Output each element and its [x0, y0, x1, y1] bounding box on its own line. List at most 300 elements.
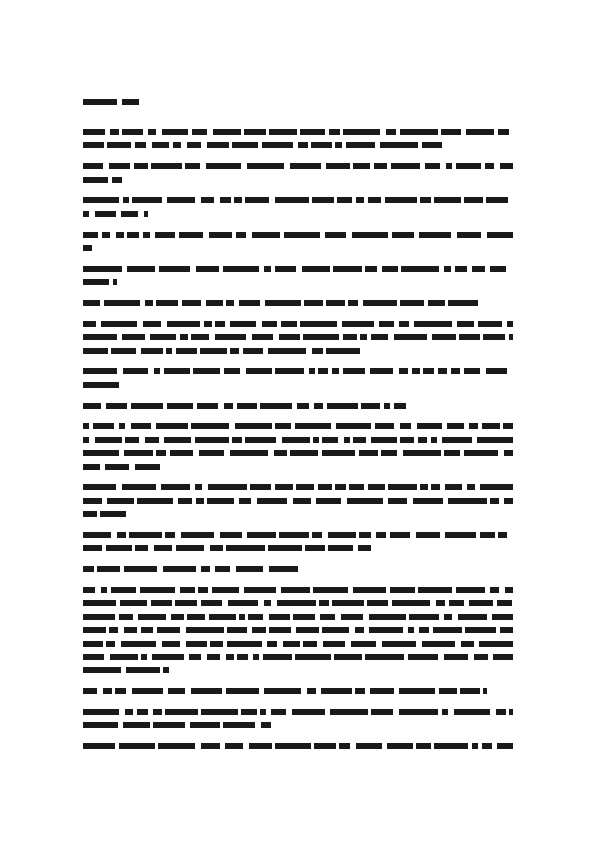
text-word: [195, 484, 202, 490]
text-word: [237, 403, 257, 409]
text-line: [83, 245, 92, 251]
text-word: [347, 498, 383, 504]
text-word: [326, 348, 360, 354]
text-word: [448, 498, 487, 504]
text-word: [191, 334, 209, 340]
text-word: [355, 688, 365, 694]
text-word: [504, 450, 513, 456]
text-word: [126, 667, 160, 673]
text-word: [196, 498, 204, 504]
text-word: [265, 300, 301, 306]
text-word: [176, 545, 204, 551]
text-word: [353, 587, 386, 593]
text-word: [455, 266, 467, 272]
text-word: [127, 232, 139, 238]
text-word: [228, 600, 258, 606]
text-word: [300, 321, 337, 327]
text-word: [163, 667, 169, 673]
text-word: [106, 403, 127, 409]
text-word: [165, 709, 198, 715]
text-word: [330, 709, 368, 715]
text-word: [207, 654, 220, 660]
text-word: [156, 423, 188, 429]
text-word: [444, 614, 452, 620]
text-word: [201, 566, 210, 572]
text-word: [498, 129, 509, 135]
text-word: [132, 197, 162, 203]
text-word: [323, 641, 345, 647]
text-word: [282, 437, 310, 443]
text-word: [247, 532, 276, 538]
text-word: [408, 654, 438, 660]
text-word: [353, 437, 366, 443]
text-word: [244, 129, 266, 135]
text-word: [343, 334, 357, 340]
text-word: [456, 587, 485, 593]
text-word: [275, 197, 309, 203]
text-word: [342, 321, 374, 327]
text-word: [83, 532, 111, 538]
text-word: [213, 129, 241, 135]
text-word: [498, 532, 507, 538]
text-word: [483, 688, 487, 694]
text-word: [401, 266, 439, 272]
text-word: [314, 743, 336, 749]
text-word: [394, 403, 406, 409]
text-word: [431, 484, 440, 490]
text-word: [359, 450, 378, 456]
text-word: [371, 709, 393, 715]
text-word: [152, 654, 184, 660]
text-word: [497, 743, 513, 749]
text-word: [451, 368, 460, 374]
text-word: [504, 498, 513, 504]
text-word: [316, 498, 341, 504]
text-word: [474, 654, 488, 660]
text-word: [156, 300, 178, 306]
text-word: [191, 688, 222, 694]
text-word: [206, 300, 223, 306]
text-word: [367, 600, 388, 606]
text-word: [274, 450, 287, 456]
text-line: [83, 450, 513, 456]
text-word: [360, 334, 367, 340]
text-word: [83, 667, 121, 673]
text-word: [416, 532, 440, 538]
text-word: [226, 654, 234, 660]
text-word: [313, 437, 319, 443]
text-word: [83, 545, 102, 551]
text-word: [180, 587, 195, 593]
text-word: [329, 129, 340, 135]
text-word: [268, 348, 306, 354]
text-word: [175, 600, 197, 606]
text-word: [261, 722, 271, 728]
text-word: [399, 368, 408, 374]
text-word: [212, 587, 239, 593]
text-word: [181, 532, 214, 538]
text-word: [196, 266, 219, 272]
text-line: [83, 232, 513, 238]
text-word: [116, 232, 124, 238]
text-word: [269, 614, 290, 620]
text-word: [478, 321, 502, 327]
text-word: [328, 532, 356, 538]
text-word: [132, 688, 163, 694]
text-word: [472, 743, 478, 749]
text-word: [135, 545, 148, 551]
heading-word: [83, 99, 117, 105]
text-word: [497, 600, 512, 606]
text-word: [83, 566, 94, 572]
text-word: [253, 654, 259, 660]
text-word: [164, 437, 191, 443]
text-word: [380, 142, 418, 148]
text-word: [358, 545, 371, 551]
text-word: [195, 437, 229, 443]
text-word: [83, 654, 104, 660]
text-word: [335, 142, 342, 148]
text-word: [83, 600, 116, 606]
text-word: [386, 129, 396, 135]
text-word: [485, 163, 494, 169]
text-word: [208, 484, 247, 490]
text-word: [124, 450, 153, 456]
text-word: [234, 197, 242, 203]
text-word: [83, 163, 103, 169]
text-word: [298, 142, 308, 148]
text-word: [313, 587, 348, 593]
text-word: [123, 197, 129, 203]
text-word: [124, 627, 137, 633]
text-word: [333, 266, 362, 272]
text-word: [469, 600, 493, 606]
text-word: [302, 266, 330, 272]
text-word: [170, 450, 193, 456]
text-word: [111, 587, 136, 593]
text-word: [109, 627, 118, 633]
text-word: [400, 423, 411, 429]
text-word: [239, 498, 251, 504]
text-word: [83, 437, 89, 443]
text-line: [83, 142, 449, 148]
text-word: [441, 129, 461, 135]
text-line: [83, 423, 513, 429]
text-word: [220, 532, 242, 538]
text-word: [164, 368, 190, 374]
text-line: [83, 641, 513, 647]
text-word: [83, 722, 118, 728]
text-word: [113, 279, 117, 285]
text-word: [279, 532, 309, 538]
text-word: [83, 627, 106, 633]
text-word: [449, 600, 464, 606]
text-word: [239, 300, 260, 306]
text-word: [417, 423, 442, 429]
text-word: [482, 423, 500, 429]
text-word: [307, 688, 316, 694]
text-line: [83, 743, 513, 749]
text-word: [413, 498, 443, 504]
text-word: [399, 321, 409, 327]
text-word: [157, 627, 180, 633]
text-line: [83, 614, 513, 620]
text-line: [83, 129, 513, 135]
text-word: [428, 300, 445, 306]
text-word: [403, 450, 441, 456]
text-line: [83, 600, 513, 606]
text-word: [283, 641, 300, 647]
text-word: [503, 423, 513, 429]
text-word: [472, 266, 485, 272]
text-word: [300, 129, 325, 135]
text-word: [486, 368, 507, 374]
text-word: [171, 614, 184, 620]
text-word: [445, 532, 476, 538]
text-word: [385, 197, 417, 203]
text-word: [390, 587, 415, 593]
text-word: [83, 142, 104, 148]
text-word: [322, 450, 355, 456]
text-word: [431, 437, 437, 443]
text-word: [335, 484, 346, 490]
text-word: [269, 566, 298, 572]
text-word: [500, 163, 513, 169]
text-word: [153, 722, 185, 728]
text-word: [83, 403, 101, 409]
text-word: [275, 484, 293, 490]
text-word: [356, 197, 364, 203]
text-word: [227, 641, 262, 647]
text-word: [247, 163, 284, 169]
text-word: [230, 348, 239, 354]
text-word: [83, 464, 100, 470]
text-word: [249, 743, 272, 749]
text-word: [112, 177, 122, 183]
text-word: [103, 688, 112, 694]
text-word: [209, 232, 232, 238]
text-word: [433, 627, 462, 633]
text-word: [83, 348, 108, 354]
text-word: [303, 334, 339, 340]
text-word: [83, 688, 97, 694]
text-word: [110, 654, 138, 660]
text-line: [83, 627, 513, 633]
text-word: [382, 266, 398, 272]
text-word: [290, 163, 321, 169]
text-word: [365, 654, 404, 660]
text-word: [83, 587, 95, 593]
text-word: [124, 566, 157, 572]
text-word: [215, 321, 225, 327]
text-word: [236, 232, 246, 238]
text-word: [400, 437, 414, 443]
text-word: [95, 437, 122, 443]
text-word: [381, 450, 397, 456]
text-word: [436, 600, 445, 606]
text-word: [322, 437, 338, 443]
text-word: [173, 142, 181, 148]
text-line: [83, 177, 126, 183]
text-word: [235, 423, 272, 429]
text-word: [444, 450, 460, 456]
text-line: [83, 688, 487, 694]
text-word: [418, 587, 452, 593]
text-word: [101, 321, 137, 327]
text-word: [104, 300, 140, 306]
text-word: [509, 709, 513, 715]
text-word: [122, 334, 145, 340]
text-word: [168, 688, 185, 694]
text-word: [260, 403, 292, 409]
text-word: [151, 163, 182, 169]
text-word: [141, 348, 163, 354]
text-word: [490, 587, 499, 593]
text-word: [490, 266, 506, 272]
text-line: [83, 654, 513, 660]
text-line: [83, 321, 513, 327]
text-word: [226, 688, 259, 694]
text-word: [507, 321, 513, 327]
text-word: [293, 614, 315, 620]
text-word: [197, 403, 218, 409]
text-word: [466, 129, 494, 135]
text-word: [434, 197, 461, 203]
text-word: [83, 211, 89, 217]
text-word: [162, 641, 180, 647]
text-word: [154, 545, 172, 551]
text-word: [296, 627, 319, 633]
text-word: [353, 163, 370, 169]
text-word: [391, 163, 420, 169]
text-word: [284, 232, 320, 238]
text-word: [263, 654, 292, 660]
text-word: [141, 627, 153, 633]
text-word: [448, 300, 478, 306]
text-word: [332, 600, 364, 606]
text-line: [83, 279, 117, 285]
text-word: [326, 300, 345, 306]
text-word: [457, 232, 481, 238]
text-word: [432, 334, 456, 340]
text-word: [97, 566, 120, 572]
text-word: [145, 437, 159, 443]
text-word: [223, 722, 255, 728]
text-word: [107, 142, 131, 148]
text-word: [199, 450, 224, 456]
text-word: [148, 129, 156, 135]
text-word: [122, 129, 143, 135]
text-word: [230, 321, 256, 327]
text-word: [461, 641, 474, 647]
text-word: [201, 600, 222, 606]
text-word: [167, 403, 193, 409]
text-word: [193, 368, 220, 374]
text-word: [244, 587, 276, 593]
text-word: [312, 348, 323, 354]
text-word: [420, 484, 428, 490]
text-word: [167, 197, 195, 203]
text-word: [123, 722, 150, 728]
text-word: [479, 641, 513, 647]
text-word: [399, 709, 438, 715]
text-word: [482, 743, 492, 749]
text-line: [83, 211, 148, 217]
text-word: [110, 129, 119, 135]
text-word: [464, 368, 480, 374]
text-word: [209, 614, 236, 620]
text-word: [226, 545, 265, 551]
text-word: [422, 142, 442, 148]
text-line: [83, 722, 277, 728]
text-word: [400, 129, 438, 135]
text-word: [399, 688, 435, 694]
text-word: [120, 600, 147, 606]
text-word: [344, 437, 350, 443]
text-word: [311, 142, 332, 148]
text-word: [83, 641, 103, 647]
text-word: [349, 484, 364, 490]
text-word: [374, 163, 387, 169]
text-word: [444, 654, 468, 660]
text-word: [341, 614, 363, 620]
text-word: [262, 321, 277, 327]
text-word: [392, 600, 430, 606]
text-word: [500, 627, 513, 633]
text-word: [163, 566, 196, 572]
text-word: [388, 498, 407, 504]
text-word: [505, 587, 513, 593]
text-word: [365, 266, 377, 272]
text-word: [279, 334, 300, 340]
text-word: [319, 600, 329, 606]
text-word: [83, 266, 122, 272]
text-word: [119, 423, 125, 429]
text-word: [400, 300, 424, 306]
text-word: [392, 232, 414, 238]
text-line: [83, 368, 513, 374]
text-word: [138, 614, 166, 620]
text-word: [275, 423, 291, 429]
text-word: [121, 641, 156, 647]
text-word: [379, 321, 394, 327]
text-word: [370, 368, 393, 374]
text-word: [166, 348, 172, 354]
text-word: [371, 334, 388, 340]
text-word: [493, 654, 513, 660]
text-word: [135, 142, 146, 148]
text-word: [224, 368, 240, 374]
text-word: [423, 368, 434, 374]
text-word: [416, 743, 431, 749]
text-word: [325, 232, 346, 238]
text-word: [293, 498, 311, 504]
text-word: [464, 197, 483, 203]
text-word: [425, 163, 440, 169]
text-word: [355, 627, 364, 633]
text-word: [268, 545, 302, 551]
text-word: [361, 403, 380, 409]
text-word: [480, 484, 513, 490]
text-word: [189, 654, 201, 660]
text-word: [264, 600, 271, 606]
text-word: [444, 266, 451, 272]
text-word: [83, 245, 92, 251]
text-word: [447, 423, 464, 429]
text-word: [281, 587, 310, 593]
text-word: [201, 743, 220, 749]
text-word: [368, 484, 385, 490]
